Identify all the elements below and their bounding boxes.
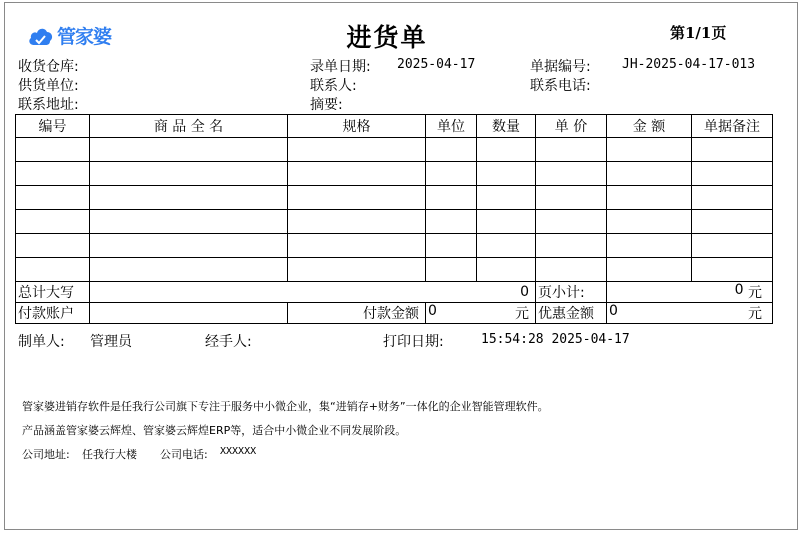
table-cell	[607, 162, 692, 186]
table-cell	[16, 258, 90, 282]
table-cell	[90, 234, 288, 258]
table-cell	[477, 186, 536, 210]
table-cell	[692, 138, 773, 162]
footer-line-2: 产品涵盖管家婆云辉煌、管家婆云辉煌ERP等，适合中小微企业不同发展阶段。	[22, 424, 407, 437]
brand-name: 管家婆	[57, 26, 112, 48]
summary-label: 摘要:	[310, 97, 343, 113]
crop-mark-top-right	[787, 2, 798, 13]
contact-label: 联系人:	[310, 78, 357, 94]
table-cell	[288, 258, 426, 282]
total-value: 0	[520, 284, 529, 300]
table-cell	[16, 210, 90, 234]
table-cell	[477, 234, 536, 258]
table-cell	[90, 186, 288, 210]
footer-line-1: 管家婆进销存软件是任我行公司旗下专注于服务中小微企业，集“进销存+财务”一体化的企业智能管理软件。	[22, 400, 549, 413]
table-cell	[692, 162, 773, 186]
table-cell	[607, 138, 692, 162]
address-label: 联系地址:	[18, 97, 79, 113]
column-header: 金 额	[607, 115, 692, 138]
table-cell	[477, 138, 536, 162]
table-cell	[16, 138, 90, 162]
column-header: 编号	[16, 115, 90, 138]
table-row	[16, 234, 773, 258]
table-cell	[536, 162, 607, 186]
column-header: 规格	[288, 115, 426, 138]
account-label: 付款账户	[16, 303, 90, 324]
table-cell	[426, 258, 477, 282]
table-cell	[536, 138, 607, 162]
doc-no-value: JH-2025-04-17-013	[622, 57, 756, 72]
table-cell	[692, 258, 773, 282]
table-cell	[536, 234, 607, 258]
doc-no-label: 单据编号:	[530, 59, 591, 75]
table-cell	[477, 258, 536, 282]
crop-mark-top-left	[4, 2, 15, 13]
company-phone-label: 公司电话:	[160, 448, 208, 461]
table-cell	[477, 210, 536, 234]
table-cell	[16, 234, 90, 258]
purchase-items-table	[15, 114, 773, 324]
column-header: 单 价	[536, 115, 607, 138]
discount-value-cell	[607, 303, 773, 324]
table-cell	[426, 138, 477, 162]
table-row	[16, 210, 773, 234]
table-cell	[288, 234, 426, 258]
column-header: 数量	[477, 115, 536, 138]
page-subtotal-cell	[607, 282, 773, 303]
page-subtotal-value: 0	[734, 282, 744, 298]
phone-label: 联系电话:	[530, 78, 591, 94]
table-cell	[90, 138, 288, 162]
payment-value-cell	[426, 303, 536, 324]
company-address-label: 公司地址:	[22, 448, 70, 461]
currency-unit: 元	[748, 306, 762, 322]
table-cell	[477, 162, 536, 186]
table-cell	[692, 210, 773, 234]
table-cell	[288, 210, 426, 234]
column-header: 商 品 全 名	[90, 115, 288, 138]
table-cell	[692, 234, 773, 258]
document-title: 进货单	[346, 23, 428, 52]
payment-value: 0	[428, 303, 437, 319]
table-cell	[426, 162, 477, 186]
warehouse-label: 收货仓库:	[18, 59, 79, 75]
total-row	[16, 282, 773, 303]
table-cell	[90, 258, 288, 282]
table-row	[16, 162, 773, 186]
crop-mark-bottom-right	[787, 519, 798, 530]
table-cell	[90, 210, 288, 234]
table-cell	[607, 186, 692, 210]
payment-row	[16, 303, 773, 324]
table-header-row	[16, 115, 773, 138]
crop-mark-bottom-left	[4, 519, 15, 530]
record-date-label: 录单日期:	[310, 59, 371, 75]
company-phone: XXXXXX	[220, 446, 257, 457]
table-cell	[536, 258, 607, 282]
table-cell	[536, 210, 607, 234]
column-header: 单据备注	[692, 115, 773, 138]
company-address: 任我行大楼	[82, 448, 137, 461]
maker-value: 管理员	[90, 334, 132, 350]
currency-unit: 元	[748, 285, 762, 301]
table-cell	[426, 234, 477, 258]
table-cell	[90, 162, 288, 186]
handler-label: 经手人:	[205, 334, 252, 350]
total-caps-label: 总计大写	[16, 282, 90, 303]
table-cell	[16, 186, 90, 210]
table-cell	[288, 186, 426, 210]
page-subtotal-label: 页小计:	[536, 282, 607, 303]
payment-label-cell	[288, 303, 426, 324]
table-cell	[426, 210, 477, 234]
column-header: 单位	[426, 115, 477, 138]
print-datetime: 15:54:28 2025-04-17	[481, 332, 630, 347]
table-cell	[607, 210, 692, 234]
maker-label: 制单人:	[18, 334, 65, 350]
discount-value: 0	[609, 303, 618, 319]
table-row	[16, 186, 773, 210]
table-cell	[16, 162, 90, 186]
table-cell	[288, 162, 426, 186]
total-caps-cell	[90, 282, 536, 303]
payment-label: 付款金额	[363, 306, 419, 322]
supplier-label: 供货单位:	[18, 78, 79, 94]
table-cell	[426, 186, 477, 210]
account-value-cell	[90, 303, 288, 324]
page-number: 第1/1页	[670, 24, 727, 42]
record-date-value: 2025-04-17	[397, 57, 476, 72]
table-cell	[536, 186, 607, 210]
table-cell	[607, 234, 692, 258]
table-cell	[607, 258, 692, 282]
discount-label: 优惠金额	[536, 303, 607, 324]
print-date-label: 打印日期:	[383, 334, 444, 350]
table-row	[16, 258, 773, 282]
table-cell	[692, 186, 773, 210]
table-row	[16, 138, 773, 162]
currency-unit: 元	[515, 306, 529, 322]
table-cell	[288, 138, 426, 162]
